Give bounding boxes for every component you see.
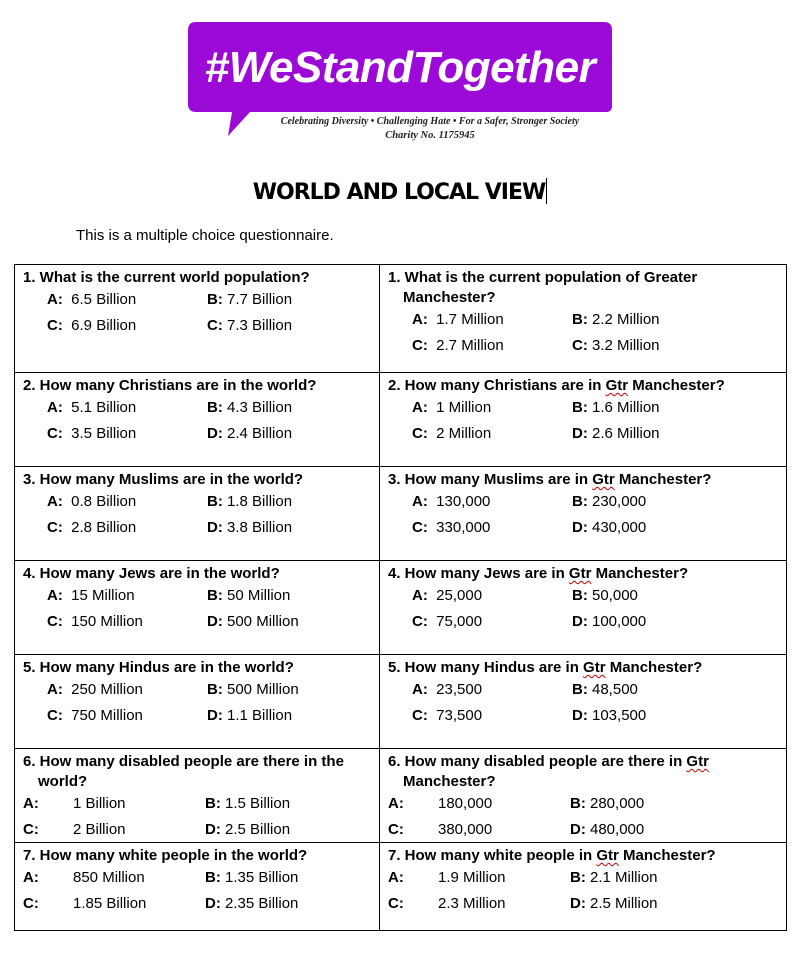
question-text: 4. How many Jews are in Gtr Manchester? xyxy=(388,565,689,582)
option-d[interactable]: C: 3.2 Million xyxy=(572,337,660,354)
option-a[interactable]: A: 6.5 Billion xyxy=(47,291,137,308)
question-text: 7. How many white people in Gtr Manchester? xyxy=(388,847,716,864)
option-c[interactable]: C: 3.5 Billion xyxy=(47,425,137,442)
option-b[interactable]: B: 1.6 Million xyxy=(572,399,660,416)
option-c[interactable]: C: 2.7 Million xyxy=(412,337,504,354)
question-text: 6. How many disabled people are there in Gtr Manchester? xyxy=(388,753,709,790)
question-text: 3. How many Muslims are in the world? xyxy=(23,471,304,488)
question-text: 5. How many Hindus are in Gtr Manchester? xyxy=(388,659,703,676)
option-c[interactable]: C: 2 Million xyxy=(412,425,492,442)
answer-options xyxy=(388,680,780,726)
option-a[interactable]: A: 25,000 xyxy=(412,587,483,604)
world-question-cell xyxy=(15,265,380,373)
answer-options xyxy=(23,680,373,726)
option-c[interactable]: C: 750 Million xyxy=(47,707,143,724)
answer-options xyxy=(23,586,373,632)
table-row xyxy=(15,561,787,655)
option-a[interactable]: A: 15 Million xyxy=(47,587,135,604)
option-b[interactable]: B: 1.5 Billion xyxy=(205,795,291,812)
table-row xyxy=(15,265,787,373)
local-question-cell xyxy=(380,265,787,373)
table-row xyxy=(15,749,787,843)
option-d[interactable]: D: 430,000 xyxy=(572,519,647,536)
option-c[interactable]: C: 75,000 xyxy=(412,613,483,630)
answer-options xyxy=(23,868,373,914)
option-c[interactable]: C: 1.85 Billion xyxy=(23,895,147,912)
option-c[interactable]: C: 2.3 Million xyxy=(388,895,506,912)
local-question-cell xyxy=(380,561,787,655)
answer-options xyxy=(23,492,373,538)
answer-options xyxy=(23,794,373,840)
option-a[interactable]: A: 250 Million xyxy=(47,681,143,698)
option-c[interactable]: C: 2 Billion xyxy=(23,821,126,838)
answer-options xyxy=(388,492,780,538)
option-a[interactable]: A: 0.8 Billion xyxy=(47,493,137,510)
option-d[interactable]: D: 2.5 Million xyxy=(570,895,658,912)
question-text: 5. How many Hindus are in the world? xyxy=(23,659,294,676)
answer-options xyxy=(388,398,780,444)
option-a[interactable]: A: 1 Billion xyxy=(23,795,126,812)
option-a[interactable]: A: 1.9 Million xyxy=(388,869,506,886)
table-row xyxy=(15,373,787,467)
option-b[interactable]: B: 280,000 xyxy=(570,795,645,812)
logo-hashtag: #WeStandTogether xyxy=(204,43,596,92)
option-d[interactable]: D: 500 Million xyxy=(207,613,299,630)
option-b[interactable]: B: 2.2 Million xyxy=(572,311,660,328)
option-b[interactable]: B: 2.1 Million xyxy=(570,869,658,886)
option-d[interactable]: D: 2.4 Billion xyxy=(207,425,293,442)
option-d[interactable]: D: 3.8 Billion xyxy=(207,519,293,536)
option-b[interactable]: B: 48,500 xyxy=(572,681,638,698)
world-question-cell xyxy=(15,467,380,561)
table-row xyxy=(15,655,787,749)
option-d[interactable]: D: 2.35 Billion xyxy=(205,895,299,912)
option-a[interactable]: A: 23,500 xyxy=(412,681,483,698)
option-b[interactable]: B: 4.3 Billion xyxy=(207,399,293,416)
question-text: 2. How many Christians are in the world? xyxy=(23,377,317,394)
question-text: 7. How many white people in the world? xyxy=(23,847,308,864)
answer-options xyxy=(388,794,780,840)
option-c[interactable]: C: 73,500 xyxy=(412,707,483,724)
question-text: 1. What is the current world population? xyxy=(23,269,310,286)
question-text: 6. How many disabled people are there in the world? xyxy=(23,753,344,790)
local-question-cell xyxy=(380,749,787,843)
option-a[interactable]: A: 180,000 xyxy=(388,795,493,812)
answer-options xyxy=(23,290,373,336)
option-b[interactable]: B: 50 Million xyxy=(207,587,291,604)
option-c[interactable]: C: 380,000 xyxy=(388,821,493,838)
option-c[interactable]: C: 150 Million xyxy=(47,613,143,630)
text-cursor xyxy=(546,178,547,204)
logo-tagline: Celebrating Diversity • Challenging Hate • For a Safer, Stronger Society xyxy=(280,116,580,127)
local-question-cell xyxy=(380,467,787,561)
option-b[interactable]: B: 230,000 xyxy=(572,493,647,510)
option-b[interactable]: B: 50,000 xyxy=(572,587,638,604)
local-question-cell xyxy=(380,373,787,467)
intro-text: This is a multiple choice questionnaire. xyxy=(76,227,334,244)
option-d[interactable]: D: 100,000 xyxy=(572,613,647,630)
option-d[interactable]: D: 480,000 xyxy=(570,821,645,838)
answer-options xyxy=(388,310,780,356)
local-question-cell xyxy=(380,655,787,749)
option-d[interactable]: D: 2.5 Billion xyxy=(205,821,291,838)
option-a[interactable]: A: 1.7 Million xyxy=(412,311,504,328)
option-a[interactable]: A: 130,000 xyxy=(412,493,491,510)
charity-number: Charity No. 1175945 xyxy=(385,130,475,141)
answer-options xyxy=(388,868,780,914)
answer-options xyxy=(23,398,373,444)
option-b[interactable]: B: 1.8 Billion xyxy=(207,493,293,510)
world-question-cell xyxy=(15,655,380,749)
option-b[interactable]: B: 1.35 Billion xyxy=(205,869,299,886)
page-title: WORLD AND LOCAL VIEW xyxy=(252,180,546,205)
world-question-cell xyxy=(15,843,380,931)
table-row xyxy=(15,843,787,931)
option-b[interactable]: B: 7.7 Billion xyxy=(207,291,293,308)
question-text: 2. How many Christians are in Gtr Manchester? xyxy=(388,377,725,394)
option-a[interactable]: A: 1 Million xyxy=(412,399,492,416)
question-text: 4. How many Jews are in the world? xyxy=(23,565,280,582)
world-question-cell xyxy=(15,561,380,655)
questionnaire-table xyxy=(14,264,787,931)
option-d[interactable]: D: 103,500 xyxy=(572,707,647,724)
option-d[interactable]: D: 1.1 Billion xyxy=(207,707,293,724)
option-c[interactable]: C: 6.9 Billion xyxy=(47,317,137,334)
local-question-cell xyxy=(380,843,787,931)
option-a[interactable]: A: 850 Million xyxy=(23,869,145,886)
option-a[interactable]: A: 5.1 Billion xyxy=(47,399,137,416)
world-question-cell xyxy=(15,749,380,843)
world-question-cell xyxy=(15,373,380,467)
westandtogether-logo xyxy=(188,22,612,140)
answer-options xyxy=(388,586,780,632)
option-d[interactable]: D: 2.6 Million xyxy=(572,425,660,442)
question-text: 1. What is the current population of Greater Manchester? xyxy=(388,269,698,306)
option-c[interactable]: C: 330,000 xyxy=(412,519,491,536)
table-row xyxy=(15,467,787,561)
question-text: 3. How many Muslims are in Gtr Manchester? xyxy=(388,471,712,488)
option-b[interactable]: B: 500 Million xyxy=(207,681,299,698)
option-c[interactable]: C: 2.8 Billion xyxy=(47,519,137,536)
option-d[interactable]: C: 7.3 Billion xyxy=(207,317,293,334)
